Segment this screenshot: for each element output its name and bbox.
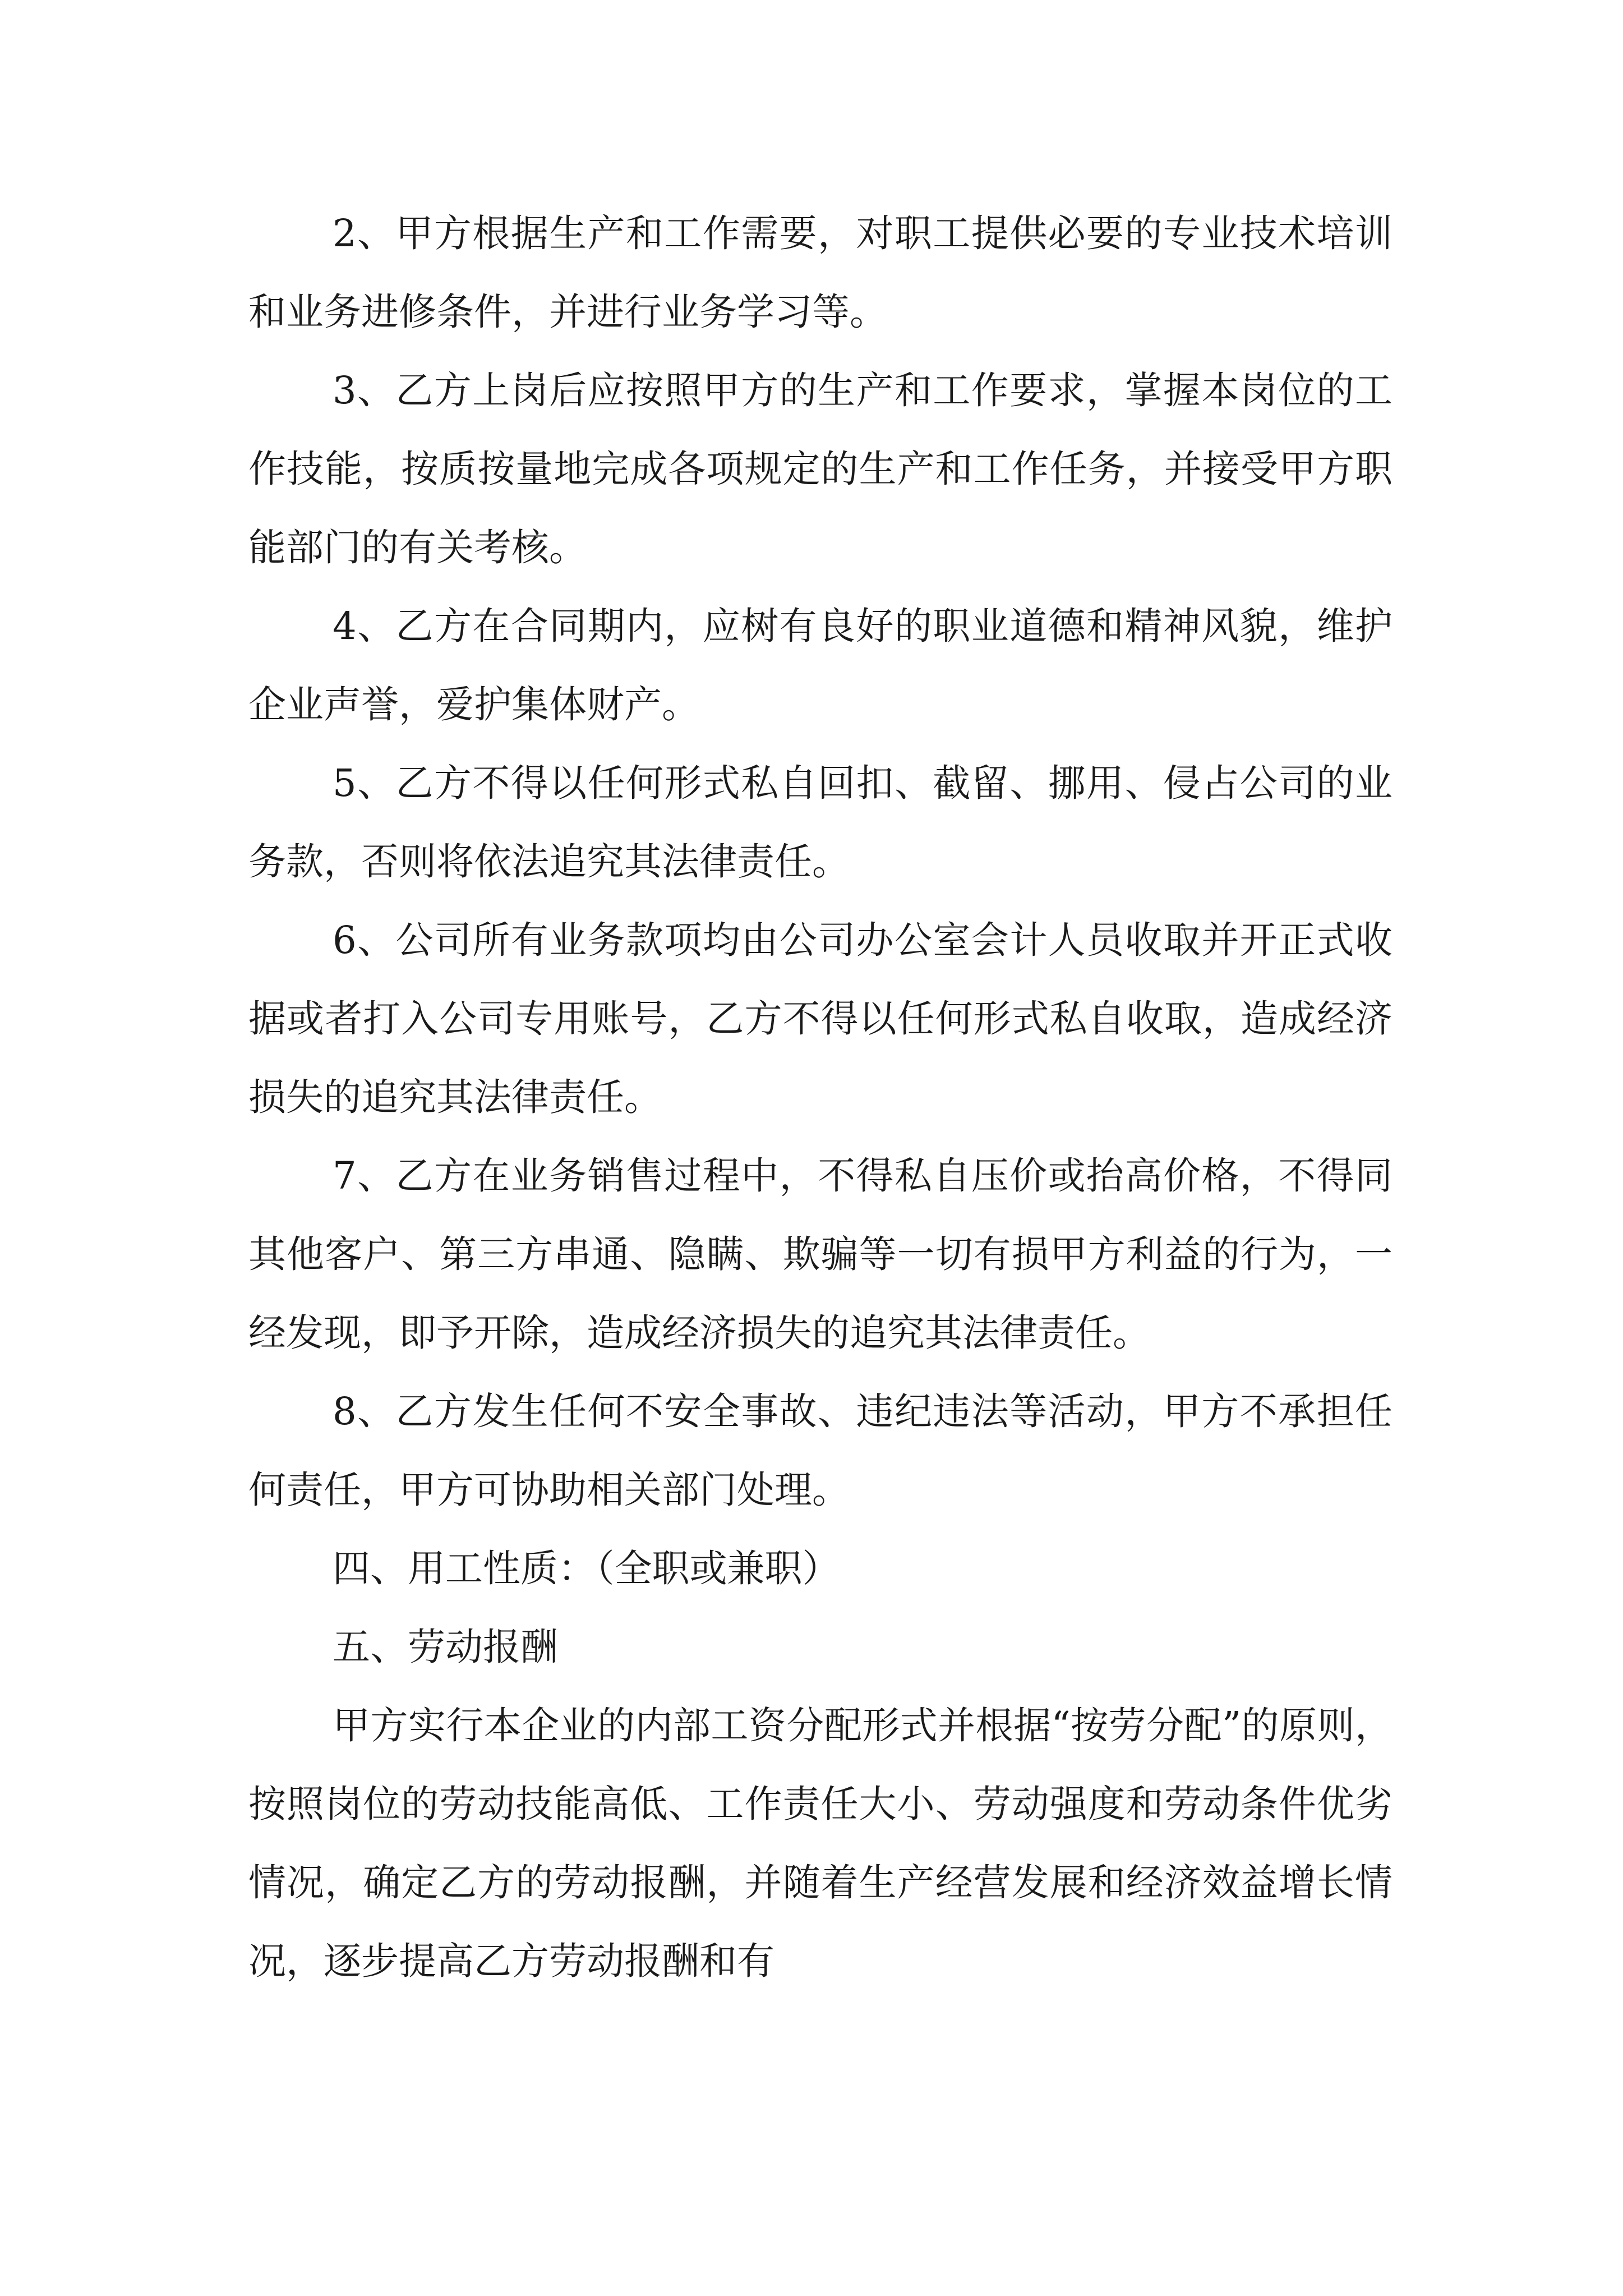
clause-5: 5、乙方不得以任何形式私自回扣、截留、挪用、侵占公司的业务款，否则将依法追究其法律责任。 — [248, 761, 1393, 884]
section-5-body: 甲方实行本企业的内部工资分配形式并根据“按劳分配”的原则，按照岗位的劳动技能高低、工作责任大小、劳动强度和劳动条件优劣情况，确定乙方的劳动报酬，并随着生产经营发展和经济效益增长情况，逐步提高乙方劳动报酬和有 — [248, 1704, 1393, 1983]
clause-2: 2、甲方根据生产和工作需要，对职工提供必要的专业技术培训和业务进修条件，并进行业务学习等。 — [248, 211, 1393, 334]
section-5-heading: 五、劳动报酬 — [333, 1625, 558, 1669]
clause-8: 8、乙方发生任何不安全事故、违纪违法等活动，甲方不承担任何责任，甲方可协助相关部门处理。 — [248, 1389, 1393, 1512]
document-body — [248, 194, 1393, 2000]
clause-4: 4、乙方在合同期内，应树有良好的职业道德和精神风貌，维护企业声誉，爱护集体财产。 — [248, 604, 1393, 726]
section-4-employment-nature: 四、用工性质：（全职或兼职） — [333, 1547, 840, 1590]
clause-6: 6、公司所有业务款项均由公司办公室会计人员收取并开正式收据或者打入公司专用账号，乙方不得以任何形式私自收取，造成经济损失的追究其法律责任。 — [248, 918, 1393, 1119]
clause-3: 3、乙方上岗后应按照甲方的生产和工作要求，掌握本岗位的工作技能，按质按量地完成各项规定的生产和工作任务，并接受甲方职能部门的有关考核。 — [248, 369, 1393, 569]
clause-7: 7、乙方在业务销售过程中，不得私自压价或抬高价格，不得同其他客户、第三方串通、隐瞒、欺骗等一切有损甲方利益的行为，一经发现，即予开除，造成经济损失的追究其法律责任。 — [248, 1154, 1393, 1355]
